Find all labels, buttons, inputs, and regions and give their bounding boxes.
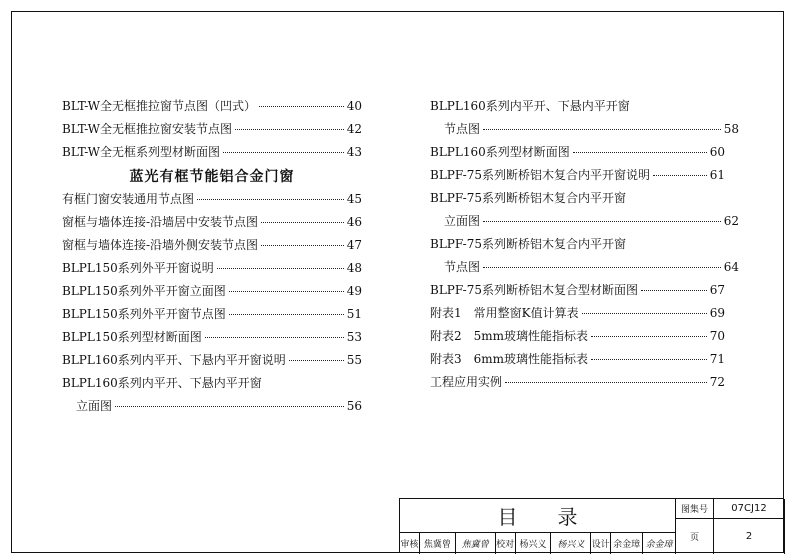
design-label: 设计 [591, 533, 611, 554]
toc-entry[interactable] [430, 143, 725, 166]
toc-entry-page: 49 [346, 284, 362, 298]
toc-entry-page: 58 [723, 122, 739, 136]
toc-entry-page: 56 [346, 399, 362, 413]
signature-row [400, 533, 676, 554]
title-block [399, 498, 784, 553]
toc-entry-title: 附表2 5mm玻璃性能指标表 [430, 329, 589, 343]
toc-left-column [62, 97, 362, 420]
toc-entry-title: BLPL150系列外平开窗立面图 [62, 284, 226, 298]
toc-entry-page: 43 [346, 145, 362, 159]
toc-entry[interactable] [62, 236, 362, 259]
toc-leader-dots [641, 290, 707, 291]
toc-entry[interactable] [62, 143, 362, 166]
toc-leader-dots [591, 359, 707, 360]
toc-leader-dots [653, 175, 707, 176]
toc-entry[interactable] [430, 166, 725, 189]
toc-entry-page: 42 [346, 122, 362, 136]
check-signature: 杨兴义 [551, 533, 591, 554]
toc-entry[interactable] [62, 190, 362, 213]
toc-entry-title: BLT-W全无框推拉窗节点图（凹式） [62, 99, 256, 113]
toc-entry-title: 立面图 [444, 214, 481, 228]
toc-leader-dots [197, 199, 344, 200]
toc-entry[interactable] [62, 351, 362, 374]
toc-entry[interactable] [430, 258, 739, 281]
check-name: 杨兴义 [516, 533, 552, 554]
section-heading: 蓝光有框节能铝合金门窗 [129, 169, 295, 185]
toc-entry-title: 有框门窗安装通用节点图 [62, 192, 195, 206]
toc-entry[interactable] [62, 305, 362, 328]
toc-entry[interactable] [62, 328, 362, 351]
toc-entry-title: BLPF-75系列断桥铝木复合内平开窗 [430, 237, 626, 251]
toc-entry-page: 47 [346, 238, 362, 252]
toc-leader-dots [483, 221, 721, 222]
review-signature: 焦冀曾 [456, 533, 496, 554]
toc-leader-dots [289, 360, 344, 361]
toc-entry-title: BLPL160系列内平开、下悬内平开窗 [62, 376, 262, 390]
page-number: 2 [714, 519, 785, 554]
toc-entry-page: 60 [709, 145, 725, 159]
toc-entry-page: 46 [346, 215, 362, 229]
toc-entry-page: 64 [723, 260, 739, 274]
toc-leader-dots [235, 129, 344, 130]
toc-entry-page: 72 [709, 375, 725, 389]
toc-entry[interactable] [62, 259, 362, 282]
toc-entry-head[interactable] [430, 97, 725, 120]
toc-leader-dots [205, 337, 344, 338]
toc-right-column [430, 97, 739, 396]
toc-entry-page: 53 [346, 330, 362, 344]
review-label: 审核 [400, 533, 420, 554]
toc-entry[interactable] [430, 281, 725, 304]
toc-entry-title: 工程应用实例 [430, 375, 503, 389]
toc-entry-page: 45 [346, 192, 362, 206]
toc-entry-page: 62 [723, 214, 739, 228]
toc-leader-dots [505, 382, 707, 383]
toc-entry[interactable] [62, 120, 362, 143]
atlas-no: 07CJ12 [714, 499, 785, 519]
toc-entry-page: 51 [346, 307, 362, 321]
toc-entry-title: 附表1 常用整窗K值计算表 [430, 306, 579, 320]
toc-entry-title: 窗框与墙体连接-沿墙外侧安装节点图 [62, 238, 259, 252]
toc-entry-title: BLPF-75系列断桥铝木复合内平开窗 [430, 191, 626, 205]
toc-entry-page: 69 [709, 306, 725, 320]
toc-entry[interactable] [430, 304, 725, 327]
design-name: 余金璋 [611, 533, 643, 554]
toc-entry-title: BLPL150系列外平开窗节点图 [62, 307, 226, 321]
toc-entry-title: BLPF-75系列断桥铝木复合型材断面图 [430, 283, 638, 297]
toc-entry[interactable] [62, 397, 362, 420]
toc-entry[interactable] [62, 213, 362, 236]
atlas-no-label: 图集号 [676, 499, 714, 519]
toc-leader-dots [573, 152, 707, 153]
toc-leader-dots [582, 313, 707, 314]
toc-entry-title: 附表3 6mm玻璃性能指标表 [430, 352, 589, 366]
toc-entry-title: BLT-W全无框系列型材断面图 [62, 145, 220, 159]
toc-leader-dots [483, 129, 721, 130]
toc-leader-dots [223, 152, 344, 153]
toc-entry-title: 立面图 [76, 399, 113, 413]
toc-entry-page: 61 [709, 168, 725, 182]
review-name: 焦冀曾 [420, 533, 456, 554]
design-signature: 余金璋 [645, 540, 673, 550]
toc-entry-head[interactable] [62, 374, 362, 397]
toc-entry-title: 节点图 [444, 260, 481, 274]
check-label: 校对 [496, 533, 516, 554]
toc-entry[interactable] [430, 120, 739, 143]
toc-leader-dots [259, 106, 344, 107]
toc-leader-dots [229, 291, 344, 292]
toc-entry-title: 窗框与墙体连接-沿墙居中安装节点图 [62, 215, 259, 229]
toc-entry-head[interactable] [430, 235, 725, 258]
toc-entry-page: 55 [346, 353, 362, 367]
toc-entry-page: 71 [709, 352, 725, 366]
toc-leader-dots [229, 314, 344, 315]
toc-entry[interactable] [62, 97, 362, 120]
toc-entry-title: BLPL160系列型材断面图 [430, 145, 570, 159]
toc-entry-title: 节点图 [444, 122, 481, 136]
toc-entry-page: 40 [346, 99, 362, 113]
toc-entry[interactable] [430, 350, 725, 373]
toc-entry-title: BLPL150系列外平开窗说明 [62, 261, 214, 275]
toc-leader-dots [115, 406, 344, 407]
toc-entry-title: BLPF-75系列断桥铝木复合内平开窗说明 [430, 168, 650, 182]
toc-leader-dots [591, 336, 707, 337]
toc-leader-dots [261, 245, 344, 246]
toc-entry[interactable] [62, 282, 362, 305]
toc-entry-title: BLPL150系列型材断面图 [62, 330, 202, 344]
toc-entry[interactable] [430, 212, 739, 235]
drawing-title: 目录 [400, 499, 676, 533]
toc-entry-title: BLT-W全无框推拉窗安装节点图 [62, 122, 232, 136]
page-label: 页 [676, 519, 714, 554]
toc-entry-title: BLPL160系列内平开、下悬内平开窗说明 [62, 353, 286, 367]
toc-entry-title: BLPL160系列内平开、下悬内平开窗 [430, 99, 630, 113]
toc-entry-page: 48 [346, 261, 362, 275]
toc-entry-page: 67 [709, 283, 725, 297]
toc-leader-dots [217, 268, 344, 269]
toc-leader-dots [483, 267, 721, 268]
toc-entry[interactable] [430, 373, 725, 396]
toc-entry-head[interactable] [430, 189, 725, 212]
toc-entry[interactable] [430, 327, 725, 350]
toc-entry-page: 70 [709, 329, 725, 343]
toc-leader-dots [261, 222, 344, 223]
